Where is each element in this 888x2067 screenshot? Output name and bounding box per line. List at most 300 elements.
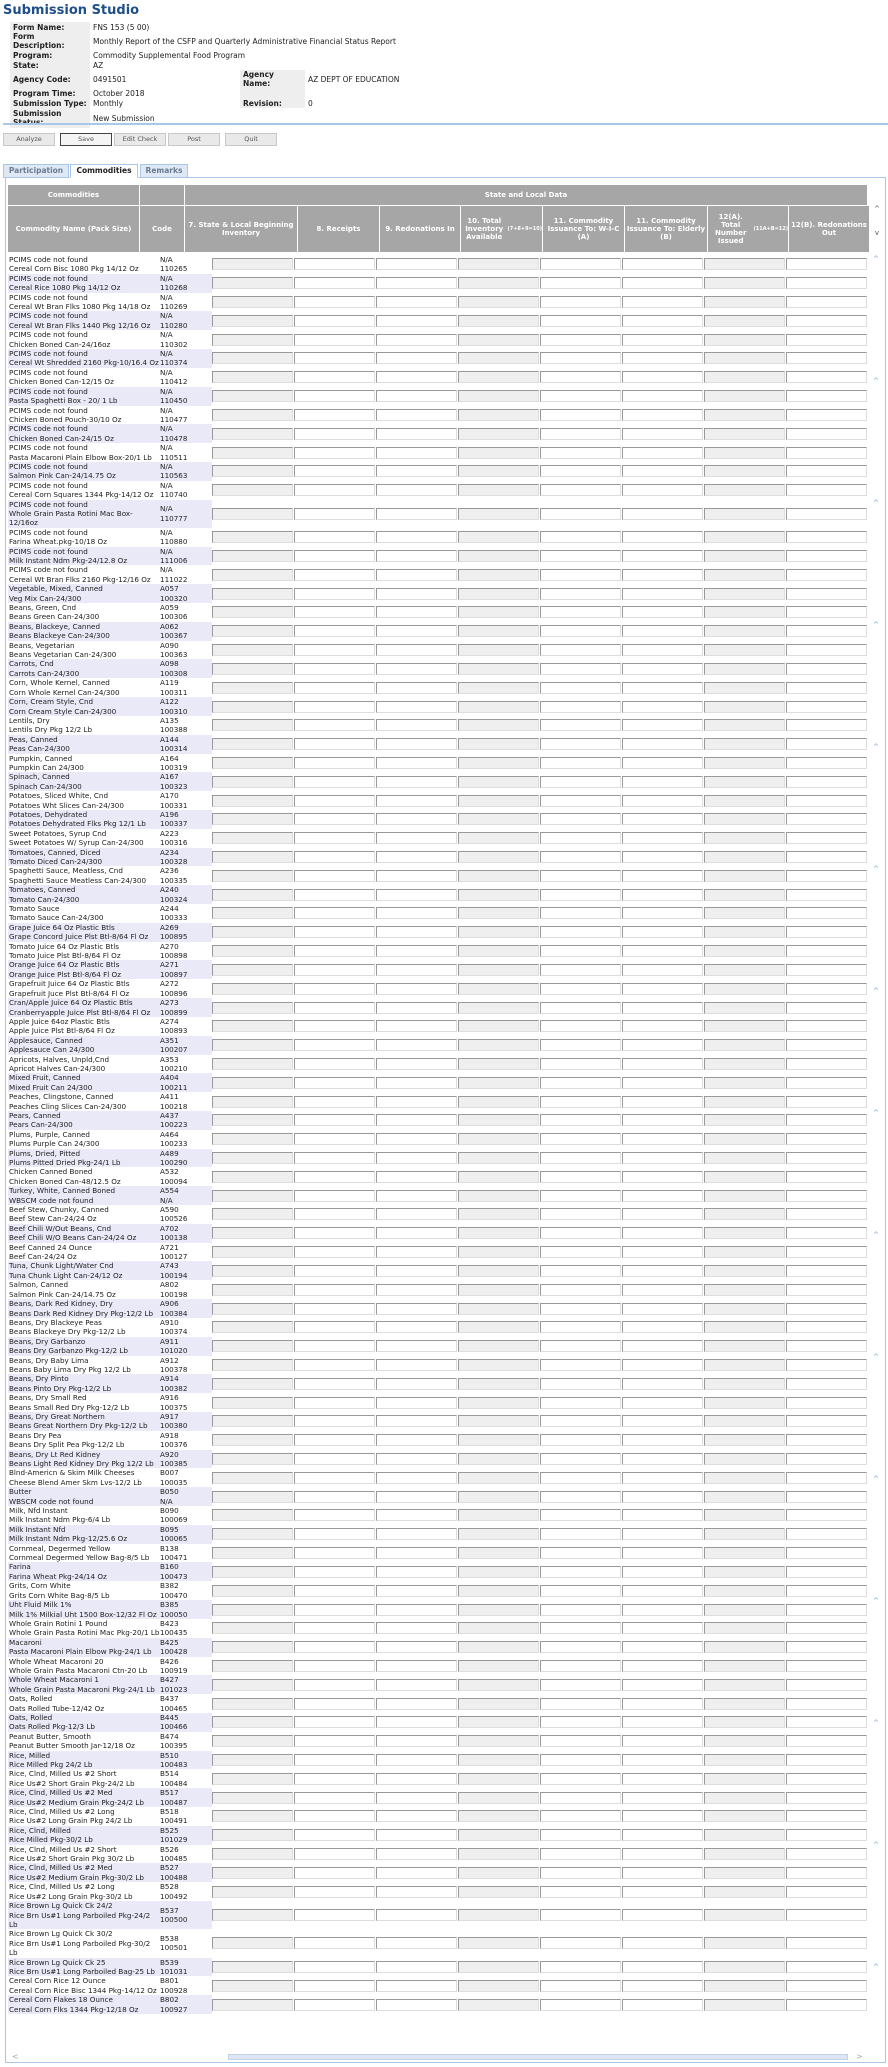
col-2-input[interactable] <box>376 1340 457 1352</box>
col-0-input[interactable] <box>212 1058 293 1070</box>
col-3-input[interactable] <box>458 447 539 459</box>
col-1-input[interactable] <box>294 1679 375 1691</box>
col-4-input[interactable] <box>540 1641 621 1653</box>
col-7-input[interactable] <box>786 1265 867 1277</box>
col-7-input[interactable] <box>786 1284 867 1296</box>
col-2-input[interactable] <box>376 1246 457 1258</box>
col-1-input[interactable] <box>294 606 375 618</box>
col-2-input[interactable] <box>376 550 457 562</box>
col-7-input[interactable] <box>786 409 867 421</box>
col-7-input[interactable] <box>786 1641 867 1653</box>
col-7-input[interactable] <box>786 1735 867 1747</box>
col-7-input[interactable] <box>786 663 867 675</box>
col-4-input[interactable] <box>540 625 621 637</box>
col-7-input[interactable] <box>786 1397 867 1409</box>
col-6-input[interactable] <box>704 813 785 825</box>
col-7-input[interactable] <box>786 851 867 863</box>
col-7-input[interactable] <box>786 315 867 327</box>
col-2-input[interactable] <box>376 390 457 402</box>
col-2-input[interactable] <box>376 625 457 637</box>
col-2-input[interactable] <box>376 738 457 750</box>
col-0-input[interactable] <box>212 588 293 600</box>
col-2-input[interactable] <box>376 644 457 656</box>
col-1-input[interactable] <box>294 1096 375 1108</box>
col-6-input[interactable] <box>704 1246 785 1258</box>
col-5-input[interactable] <box>622 1002 703 1014</box>
col-3-input[interactable] <box>458 625 539 637</box>
col-6-input[interactable] <box>704 315 785 327</box>
col-1-input[interactable] <box>294 1566 375 1578</box>
col-0-input[interactable] <box>212 719 293 731</box>
col-7-input[interactable] <box>786 1937 867 1949</box>
col-2-input[interactable] <box>376 1265 457 1277</box>
col-2-input[interactable] <box>376 508 457 520</box>
col-0-input[interactable] <box>212 832 293 844</box>
col-7-input[interactable] <box>786 1547 867 1559</box>
col-5-input[interactable] <box>622 531 703 543</box>
col-7-input[interactable] <box>786 390 867 402</box>
col-3-input[interactable] <box>458 588 539 600</box>
col-2-input[interactable] <box>376 352 457 364</box>
col-0-input[interactable] <box>212 1378 293 1390</box>
col-3-input[interactable] <box>458 964 539 976</box>
col-3-input[interactable] <box>458 1735 539 1747</box>
col-2-input[interactable] <box>376 1716 457 1728</box>
scroll-up-icon[interactable]: ^ <box>873 1475 879 1483</box>
col-1-input[interactable] <box>294 1660 375 1672</box>
col-0-input[interactable] <box>212 1937 293 1949</box>
col-6-input[interactable] <box>704 1999 785 2011</box>
col-5-input[interactable] <box>622 776 703 788</box>
col-4-input[interactable] <box>540 1528 621 1540</box>
col-7-input[interactable] <box>786 1133 867 1145</box>
col-7-input[interactable] <box>786 1491 867 1503</box>
col-3-input[interactable] <box>458 870 539 882</box>
col-4-input[interactable] <box>540 1208 621 1220</box>
col-7-input[interactable] <box>786 1961 867 1973</box>
col-7-input[interactable] <box>786 719 867 731</box>
col-6-input[interactable] <box>704 484 785 496</box>
col-5-input[interactable] <box>622 964 703 976</box>
col-5-input[interactable] <box>622 983 703 995</box>
col-7-input[interactable] <box>786 569 867 581</box>
col-1-input[interactable] <box>294 484 375 496</box>
col-2-input[interactable] <box>376 334 457 346</box>
col-3-input[interactable] <box>458 945 539 957</box>
col-2-input[interactable] <box>376 813 457 825</box>
col-7-input[interactable] <box>786 1999 867 2011</box>
col-4-input[interactable] <box>540 1660 621 1672</box>
col-4-input[interactable] <box>540 663 621 675</box>
col-7-input[interactable] <box>786 588 867 600</box>
col-2-input[interactable] <box>376 945 457 957</box>
col-2-input[interactable] <box>376 447 457 459</box>
col-2-input[interactable] <box>376 409 457 421</box>
col-1-input[interactable] <box>294 1171 375 1183</box>
col-5-input[interactable] <box>622 1020 703 1032</box>
col-1-input[interactable] <box>294 1547 375 1559</box>
col-1-input[interactable] <box>294 1208 375 1220</box>
col-7-input[interactable] <box>786 258 867 270</box>
col-2-input[interactable] <box>376 851 457 863</box>
col-3-input[interactable] <box>458 1171 539 1183</box>
col-4-input[interactable] <box>540 1039 621 1051</box>
col-7-input[interactable] <box>786 1810 867 1822</box>
col-7-input[interactable] <box>786 1152 867 1164</box>
col-2-input[interactable] <box>376 1886 457 1898</box>
col-1-input[interactable] <box>294 701 375 713</box>
col-1-input[interactable] <box>294 1867 375 1879</box>
col-3-input[interactable] <box>458 1810 539 1822</box>
col-3-input[interactable] <box>458 701 539 713</box>
col-1-input[interactable] <box>294 465 375 477</box>
col-5-input[interactable] <box>622 352 703 364</box>
col-6-input[interactable] <box>704 1114 785 1126</box>
col-5-input[interactable] <box>622 926 703 938</box>
col-3-input[interactable] <box>458 1491 539 1503</box>
col-4-input[interactable] <box>540 983 621 995</box>
col-1-input[interactable] <box>294 964 375 976</box>
col-6-input[interactable] <box>704 569 785 581</box>
col-2-input[interactable] <box>376 1585 457 1597</box>
col-5-input[interactable] <box>622 1190 703 1202</box>
col-6-input[interactable] <box>704 531 785 543</box>
col-4-input[interactable] <box>540 682 621 694</box>
col-2-input[interactable] <box>376 1491 457 1503</box>
col-2-input[interactable] <box>376 983 457 995</box>
col-5-input[interactable] <box>622 569 703 581</box>
col-4-input[interactable] <box>540 371 621 383</box>
col-6-input[interactable] <box>704 1020 785 1032</box>
col-4-input[interactable] <box>540 390 621 402</box>
col-7-input[interactable] <box>786 1792 867 1804</box>
col-1-input[interactable] <box>294 1999 375 2011</box>
col-1-input[interactable] <box>294 1058 375 1070</box>
col-7-input[interactable] <box>786 1002 867 1014</box>
col-3-input[interactable] <box>458 1754 539 1766</box>
col-0-input[interactable] <box>212 1246 293 1258</box>
col-6-input[interactable] <box>704 1961 785 1973</box>
col-2-input[interactable] <box>376 1303 457 1315</box>
col-3-input[interactable] <box>458 409 539 421</box>
col-4-input[interactable] <box>540 1171 621 1183</box>
col-0-input[interactable] <box>212 1114 293 1126</box>
col-5-input[interactable] <box>622 1359 703 1371</box>
col-0-input[interactable] <box>212 1566 293 1578</box>
col-2-input[interactable] <box>376 606 457 618</box>
scroll-up-icon[interactable]: ^ <box>873 621 879 629</box>
col-3-input[interactable] <box>458 1284 539 1296</box>
col-1-input[interactable] <box>294 757 375 769</box>
col-3-input[interactable] <box>458 682 539 694</box>
col-0-input[interactable] <box>212 644 293 656</box>
col-3-input[interactable] <box>458 851 539 863</box>
col-0-input[interactable] <box>212 1829 293 1841</box>
col-7-input[interactable] <box>786 1829 867 1841</box>
col-5-input[interactable] <box>622 1547 703 1559</box>
col-1-input[interactable] <box>294 1434 375 1446</box>
col-7-input[interactable] <box>786 1096 867 1108</box>
col-6-input[interactable] <box>704 1980 785 1992</box>
col-6-input[interactable] <box>704 1491 785 1503</box>
col-7-input[interactable] <box>786 1660 867 1672</box>
col-5-input[interactable] <box>622 447 703 459</box>
col-1-input[interactable] <box>294 1453 375 1465</box>
col-0-input[interactable] <box>212 926 293 938</box>
col-3-input[interactable] <box>458 644 539 656</box>
col-1-input[interactable] <box>294 1810 375 1822</box>
col-2-input[interactable] <box>376 1604 457 1616</box>
col-7-input[interactable] <box>786 1190 867 1202</box>
col-6-input[interactable] <box>704 625 785 637</box>
col-0-input[interactable] <box>212 1002 293 1014</box>
col-3-input[interactable] <box>458 738 539 750</box>
col-6-input[interactable] <box>704 390 785 402</box>
col-4-input[interactable] <box>540 277 621 289</box>
col-2-input[interactable] <box>376 776 457 788</box>
col-4-input[interactable] <box>540 1509 621 1521</box>
scroll-up-icon[interactable]: ^ <box>873 255 879 263</box>
col-7-input[interactable] <box>786 508 867 520</box>
col-0-input[interactable] <box>212 907 293 919</box>
scroll-up-icon[interactable]: ^ <box>873 1719 879 1727</box>
col-4-input[interactable] <box>540 1716 621 1728</box>
col-3-input[interactable] <box>458 663 539 675</box>
col-6-input[interactable] <box>704 352 785 364</box>
col-2-input[interactable] <box>376 1909 457 1921</box>
col-7-input[interactable] <box>786 1472 867 1484</box>
col-2-input[interactable] <box>376 1509 457 1521</box>
col-6-input[interactable] <box>704 1773 785 1785</box>
col-4-input[interactable] <box>540 1848 621 1860</box>
col-7-input[interactable] <box>786 606 867 618</box>
col-6-input[interactable] <box>704 926 785 938</box>
col-6-input[interactable] <box>704 1937 785 1949</box>
col-6-input[interactable] <box>704 1641 785 1653</box>
col-1-input[interactable] <box>294 1604 375 1616</box>
col-3-input[interactable] <box>458 1961 539 1973</box>
col-2-input[interactable] <box>376 569 457 581</box>
col-0-input[interactable] <box>212 428 293 440</box>
col-4-input[interactable] <box>540 1792 621 1804</box>
col-0-input[interactable] <box>212 1397 293 1409</box>
col-3-input[interactable] <box>458 484 539 496</box>
col-2-input[interactable] <box>376 889 457 901</box>
col-0-input[interactable] <box>212 352 293 364</box>
col-6-input[interactable] <box>704 889 785 901</box>
col-1-input[interactable] <box>294 1359 375 1371</box>
col-3-input[interactable] <box>458 1020 539 1032</box>
col-3-input[interactable] <box>458 1509 539 1521</box>
col-7-input[interactable] <box>786 550 867 562</box>
col-6-input[interactable] <box>704 606 785 618</box>
col-5-input[interactable] <box>622 1397 703 1409</box>
col-7-input[interactable] <box>786 531 867 543</box>
col-1-input[interactable] <box>294 531 375 543</box>
col-4-input[interactable] <box>540 701 621 713</box>
col-2-input[interactable] <box>376 1321 457 1333</box>
col-6-input[interactable] <box>704 701 785 713</box>
col-4-input[interactable] <box>540 1886 621 1898</box>
col-6-input[interactable] <box>704 1660 785 1672</box>
col-7-input[interactable] <box>786 1585 867 1597</box>
col-0-input[interactable] <box>212 1208 293 1220</box>
col-6-input[interactable] <box>704 1453 785 1465</box>
col-2-input[interactable] <box>376 832 457 844</box>
col-4-input[interactable] <box>540 776 621 788</box>
col-3-input[interactable] <box>458 813 539 825</box>
col-0-input[interactable] <box>212 1528 293 1540</box>
col-4-input[interactable] <box>540 484 621 496</box>
col-5-input[interactable] <box>622 1077 703 1089</box>
col-4-input[interactable] <box>540 1321 621 1333</box>
col-4-input[interactable] <box>540 1002 621 1014</box>
col-4-input[interactable] <box>540 508 621 520</box>
col-2-input[interactable] <box>376 1810 457 1822</box>
col-5-input[interactable] <box>622 663 703 675</box>
col-7-input[interactable] <box>786 1303 867 1315</box>
col-2-input[interactable] <box>376 258 457 270</box>
col-0-input[interactable] <box>212 1848 293 1860</box>
col-4-input[interactable] <box>540 851 621 863</box>
col-3-input[interactable] <box>458 1208 539 1220</box>
col-3-input[interactable] <box>458 1190 539 1202</box>
col-5-input[interactable] <box>622 1509 703 1521</box>
col-1-input[interactable] <box>294 1415 375 1427</box>
col-2-input[interactable] <box>376 719 457 731</box>
col-2-input[interactable] <box>376 1359 457 1371</box>
col-3-input[interactable] <box>458 1397 539 1409</box>
col-5-input[interactable] <box>622 1810 703 1822</box>
col-5-input[interactable] <box>622 889 703 901</box>
col-7-input[interactable] <box>786 964 867 976</box>
col-7-input[interactable] <box>786 776 867 788</box>
scroll-up-icon[interactable]: ^ <box>873 1353 879 1361</box>
col-0-input[interactable] <box>212 1604 293 1616</box>
col-5-input[interactable] <box>622 1058 703 1070</box>
col-4-input[interactable] <box>540 1829 621 1841</box>
col-4-input[interactable] <box>540 1152 621 1164</box>
col-1-input[interactable] <box>294 352 375 364</box>
col-5-input[interactable] <box>622 1491 703 1503</box>
col-6-input[interactable] <box>704 1679 785 1691</box>
col-5-input[interactable] <box>622 1792 703 1804</box>
col-1-input[interactable] <box>294 1152 375 1164</box>
col-0-input[interactable] <box>212 258 293 270</box>
col-1-input[interactable] <box>294 1284 375 1296</box>
col-5-input[interactable] <box>622 1980 703 1992</box>
col-1-input[interactable] <box>294 1909 375 1921</box>
col-3-input[interactable] <box>458 1227 539 1239</box>
col-1-input[interactable] <box>294 1472 375 1484</box>
col-7-input[interactable] <box>786 296 867 308</box>
col-5-input[interactable] <box>622 795 703 807</box>
col-3-input[interactable] <box>458 1886 539 1898</box>
col-2-input[interactable] <box>376 1152 457 1164</box>
col-6-input[interactable] <box>704 1735 785 1747</box>
scroll-up-icon[interactable]: ^ <box>873 865 879 873</box>
col-1-input[interactable] <box>294 1622 375 1634</box>
col-0-input[interactable] <box>212 1096 293 1108</box>
col-2-input[interactable] <box>376 1020 457 1032</box>
col-5-input[interactable] <box>622 1909 703 1921</box>
col-2-input[interactable] <box>376 1937 457 1949</box>
col-2-input[interactable] <box>376 531 457 543</box>
col-0-input[interactable] <box>212 1340 293 1352</box>
col-3-input[interactable] <box>458 508 539 520</box>
col-1-input[interactable] <box>294 296 375 308</box>
col-7-input[interactable] <box>786 1604 867 1616</box>
col-1-input[interactable] <box>294 889 375 901</box>
col-5-input[interactable] <box>622 484 703 496</box>
col-4-input[interactable] <box>540 1491 621 1503</box>
col-6-input[interactable] <box>704 964 785 976</box>
col-0-input[interactable] <box>212 447 293 459</box>
col-6-input[interactable] <box>704 682 785 694</box>
col-7-input[interactable] <box>786 1909 867 1921</box>
col-0-input[interactable] <box>212 1698 293 1710</box>
col-6-input[interactable] <box>704 428 785 440</box>
col-1-input[interactable] <box>294 1321 375 1333</box>
col-2-input[interactable] <box>376 1190 457 1202</box>
col-5-input[interactable] <box>622 757 703 769</box>
col-6-input[interactable] <box>704 719 785 731</box>
col-0-input[interactable] <box>212 390 293 402</box>
col-6-input[interactable] <box>704 550 785 562</box>
col-3-input[interactable] <box>458 1867 539 1879</box>
col-5-input[interactable] <box>622 1528 703 1540</box>
col-7-input[interactable] <box>786 795 867 807</box>
col-7-input[interactable] <box>786 1039 867 1051</box>
col-7-input[interactable] <box>786 352 867 364</box>
col-3-input[interactable] <box>458 428 539 440</box>
col-0-input[interactable] <box>212 484 293 496</box>
col-5-input[interactable] <box>622 465 703 477</box>
col-0-input[interactable] <box>212 1039 293 1051</box>
col-6-input[interactable] <box>704 1133 785 1145</box>
col-6-input[interactable] <box>704 1340 785 1352</box>
col-1-input[interactable] <box>294 1829 375 1841</box>
col-6-input[interactable] <box>704 1397 785 1409</box>
col-4-input[interactable] <box>540 606 621 618</box>
col-0-input[interactable] <box>212 1886 293 1898</box>
col-4-input[interactable] <box>540 1397 621 1409</box>
col-2-input[interactable] <box>376 1133 457 1145</box>
col-1-input[interactable] <box>294 738 375 750</box>
col-4-input[interactable] <box>540 1227 621 1239</box>
col-1-input[interactable] <box>294 569 375 581</box>
col-6-input[interactable] <box>704 644 785 656</box>
col-5-input[interactable] <box>622 1039 703 1051</box>
col-3-input[interactable] <box>458 258 539 270</box>
col-0-input[interactable] <box>212 1867 293 1879</box>
col-0-input[interactable] <box>212 1810 293 1822</box>
col-4-input[interactable] <box>540 296 621 308</box>
col-1-input[interactable] <box>294 1378 375 1390</box>
col-3-input[interactable] <box>458 1585 539 1597</box>
col-5-input[interactable] <box>622 1303 703 1315</box>
col-5-input[interactable] <box>622 315 703 327</box>
col-1-input[interactable] <box>294 1848 375 1860</box>
col-0-input[interactable] <box>212 983 293 995</box>
col-6-input[interactable] <box>704 1434 785 1446</box>
col-6-input[interactable] <box>704 1303 785 1315</box>
col-5-input[interactable] <box>622 1453 703 1465</box>
col-6-input[interactable] <box>704 776 785 788</box>
col-4-input[interactable] <box>540 1190 621 1202</box>
col-7-input[interactable] <box>786 870 867 882</box>
col-0-input[interactable] <box>212 1679 293 1691</box>
